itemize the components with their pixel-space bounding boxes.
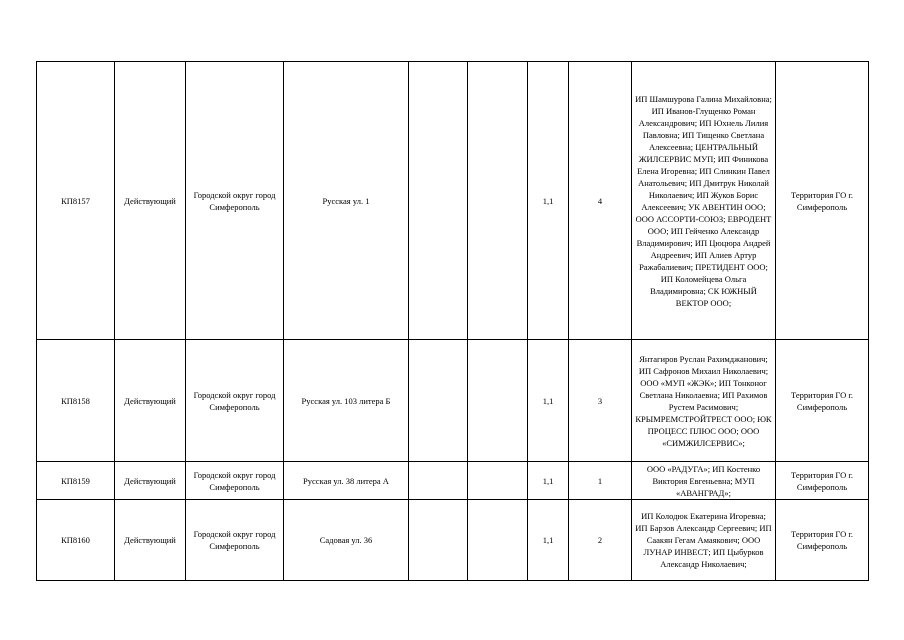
- cell-territory: Территория ГО г. Симферополь: [776, 500, 869, 581]
- cell-municipality: [186, 462, 284, 500]
- cell-count: 3: [569, 340, 632, 462]
- cell-code: КП8158: [37, 340, 115, 462]
- cell-size: 1,1: [528, 500, 569, 581]
- cell-code: КП8159: [37, 462, 115, 500]
- cell-status: Действующий: [115, 62, 186, 340]
- cell-count: 1: [569, 462, 632, 500]
- cell-parties: Янтагиров Руслан Рахимджанович; ИП Сафронов Михаил Николаевич; ООО «МУП «ЖЭК»; ИП Тонконог Светлана Николаевна; ИП Рахимов Рустем Расимович; КРЫМРЕМСТРОЙТРЕСТ ООО; ЮК ПРОЦЕСС ПЛЮС ООО; ООО «СИМЖИЛСЕРВИС»;: [632, 340, 776, 462]
- cell-status: Действующий: [115, 500, 186, 581]
- cell-parties: ИП Шамшурова Галина Михайловна; ИП Иванов-Глущенко Роман Александрович; ИП Юхнель Лилия Павловна; ИП Тищенко Светлана Алексеевна; ЦЕНТРАЛЬНЫЙ ЖИЛСЕРВИС МУП; ИП Финикова Елена Игоревна; ИП Слинкин Павел Анатольевич; ИП Дмитрук Николай Николаевич; ИП Жуков Борис Алексеевич; УК АВЕНТИН ООО; ООО АССОРТИ-СОЮЗ; ЕВРОДЕНТ ООО; ИП Гейченко Александр Владимирович; ИП Цюцюра Андрей Андреевич; ИП Алиев Артур Ражабалиевич; ПРЕТИДЕНТ ООО; ИП Коломейцева Ольга Владимировна; СК ЮЖНЫЙ ВЕКТОР ООО;: [632, 62, 776, 340]
- cell-parties: ООО «РАДУГА»; ИП Костенко Виктория Евгеньевна; МУП «АВАНГРАД»;: [632, 462, 776, 500]
- cell-empty-1: [409, 500, 468, 581]
- cell-count: 2: [569, 500, 632, 581]
- cell-empty-2: [468, 500, 528, 581]
- cell-size: 1,1: [528, 340, 569, 462]
- table-row: [37, 62, 869, 340]
- cell-status: Действующий: [115, 340, 186, 462]
- municipality-text: Городской округ город Симферополь: [193, 389, 276, 412]
- cell-territory: Территория ГО г. Симферополь: [776, 340, 869, 462]
- registry-table: [36, 61, 869, 581]
- cell-municipality: [186, 500, 284, 581]
- cell-empty-1: [409, 62, 468, 340]
- table-row: [37, 462, 869, 500]
- cell-address: Русская ул. 103 литера Б: [284, 340, 409, 462]
- cell-empty-1: [409, 462, 468, 500]
- cell-address: Садовая ул. 36: [284, 500, 409, 581]
- cell-empty-2: [468, 62, 528, 340]
- table-row: [37, 500, 869, 581]
- cell-empty-2: [468, 462, 528, 500]
- cell-address: Русская ул. 38 литера А: [284, 462, 409, 500]
- cell-territory: Территория ГО г. Симферополь: [776, 62, 869, 340]
- cell-municipality: [186, 62, 284, 340]
- cell-parties: ИП Колодюк Екатерина Игоревна; ИП Барзов Александр Сергеевич; ИП Саакян Гегам Амаякович; ООО ЛУНАР ИНВЕСТ; ИП Цыбурков Александр Николаевич;: [632, 500, 776, 581]
- cell-size: 1,1: [528, 462, 569, 500]
- cell-empty-1: [409, 340, 468, 462]
- cell-count: 4: [569, 62, 632, 340]
- municipality-text: Городской округ город Симферополь: [193, 469, 276, 492]
- cell-size: 1,1: [528, 62, 569, 340]
- cell-status: Действующий: [115, 462, 186, 500]
- cell-code: КП8160: [37, 500, 115, 581]
- cell-code: КП8157: [37, 62, 115, 340]
- municipality-text: Городской округ город Симферополь: [193, 529, 276, 551]
- cell-address: Русская ул. 1: [284, 62, 409, 340]
- municipality-text: Городской округ город Симферополь: [193, 189, 276, 212]
- cell-municipality: [186, 340, 284, 462]
- cell-empty-2: [468, 340, 528, 462]
- cell-territory: Территория ГО г. Симферополь: [776, 462, 869, 500]
- table-row: [37, 340, 869, 462]
